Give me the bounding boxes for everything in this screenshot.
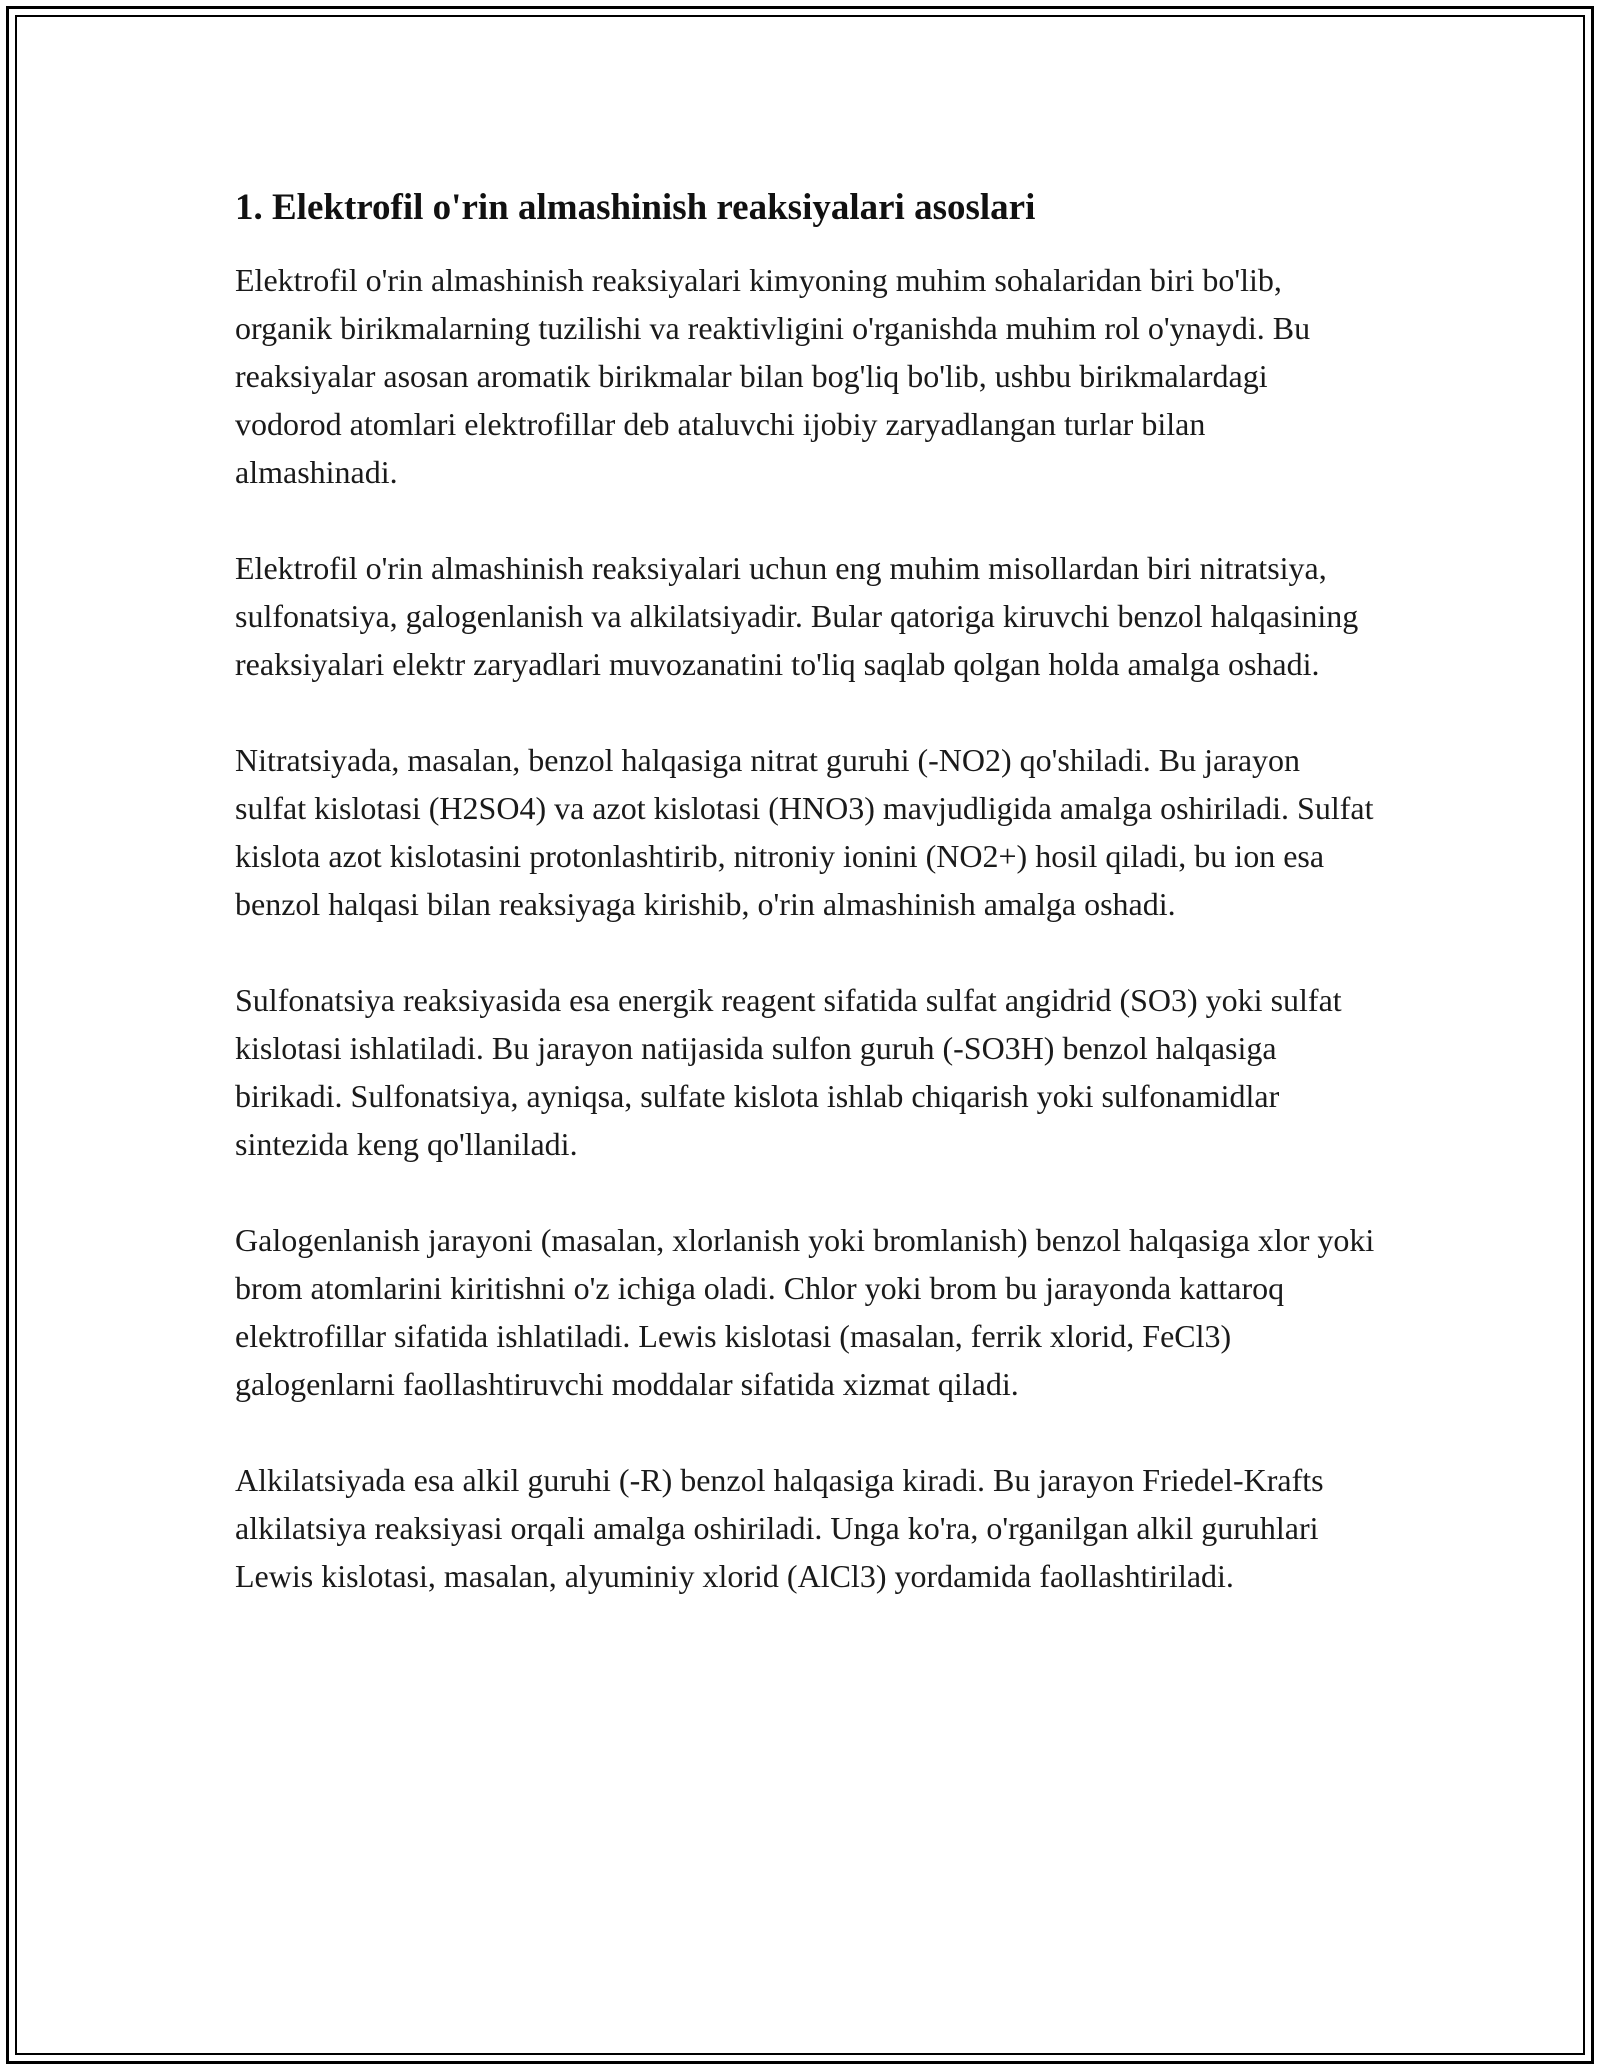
paragraph-intro: Elektrofil o'rin almashinish reaksiyalari kimyoning muhim sohalaridan biri bo'lib, organik birikmalarning tuzilishi va reaktivligini o'rganishda muhim rol o'ynaydi. Bu reaksiyalar asosan aromatik birikmalar bilan bog'liq bo'lib, ushbu birikmalardagi vodorod atomlari elektrofillar deb ataluvchi ijobiy zaryadlangan turlar bilan almashinadi. (235, 262, 1311, 491)
section-title: 1. Elektrofil o'rin almashinish reaksiyalari asoslari (235, 187, 1036, 228)
document-body (235, 186, 1375, 1648)
paragraph-sulfonation: Sulfonatsiya reaksiyasida esa energik reagent sifatida sulfat angidrid (SO3) yoki sulfat kislotasi ishlatiladi. Bu jarayon natijasida sulfon guruh (-SO3H) benzol halqasiga birikadi. Sulfonatsiya, ayniqsa, sulfate kislota ishlab chiqarish yoki sulfonamidlar sintezida keng qo'llaniladi. (235, 982, 1342, 1163)
paragraph-alkylation: Alkilatsiyada esa alkil guruhi (-R) benzol halqasiga kiradi. Bu jarayon Friedel-Krafts alkilatsiya reaksiyasi orqali amalga oshiriladi. Unga ko'ra, o'rganilgan alkil guruhlari Lewis kislotasi, masalan, alyuminiy xlorid (AlCl3) yordamida faollashtiriladi. (235, 1462, 1324, 1595)
paragraph-halogenation: Galogenlanish jarayoni (masalan, xlorlanish yoki bromlanish) benzol halqasiga xlor yoki brom atomlarini kiritishni o'z ichiga oladi. Chlor yoki brom bu jarayonda kattaroq elektrofillar sifatida ishlatiladi. Lewis kislotasi (masalan, ferrik xlorid, FeCl3) galogenlarni faollashtiruvchi moddalar sifatida xizmat qiladi. (235, 1222, 1375, 1403)
paragraph-examples: Elektrofil o'rin almashinish reaksiyalari uchun eng muhim misollardan biri nitratsiya, sulfonatsiya, galogenlanish va alkilatsiyadir. Bular qatoriga kiruvchi benzol halqasining reaksiyalari elektr zaryadlari muvozanatini to'liq saqlab qolgan holda amalga oshadi. (235, 550, 1359, 683)
paragraph-nitration: Nitratsiyada, masalan, benzol halqasiga nitrat guruhi (-NO2) qo'shiladi. Bu jarayon sulfat kislotasi (H2SO4) va azot kislotasi (HNO3) mavjudligida amalga oshiriladi. Sulfat kislota azot kislotasini protonlashtirib, nitroniy ionini (NO2+) hosil qiladi, bu ion esa benzol halqasi bilan reaksiyaga kirishib, o'rin almashinish amalga oshadi. (235, 742, 1374, 923)
